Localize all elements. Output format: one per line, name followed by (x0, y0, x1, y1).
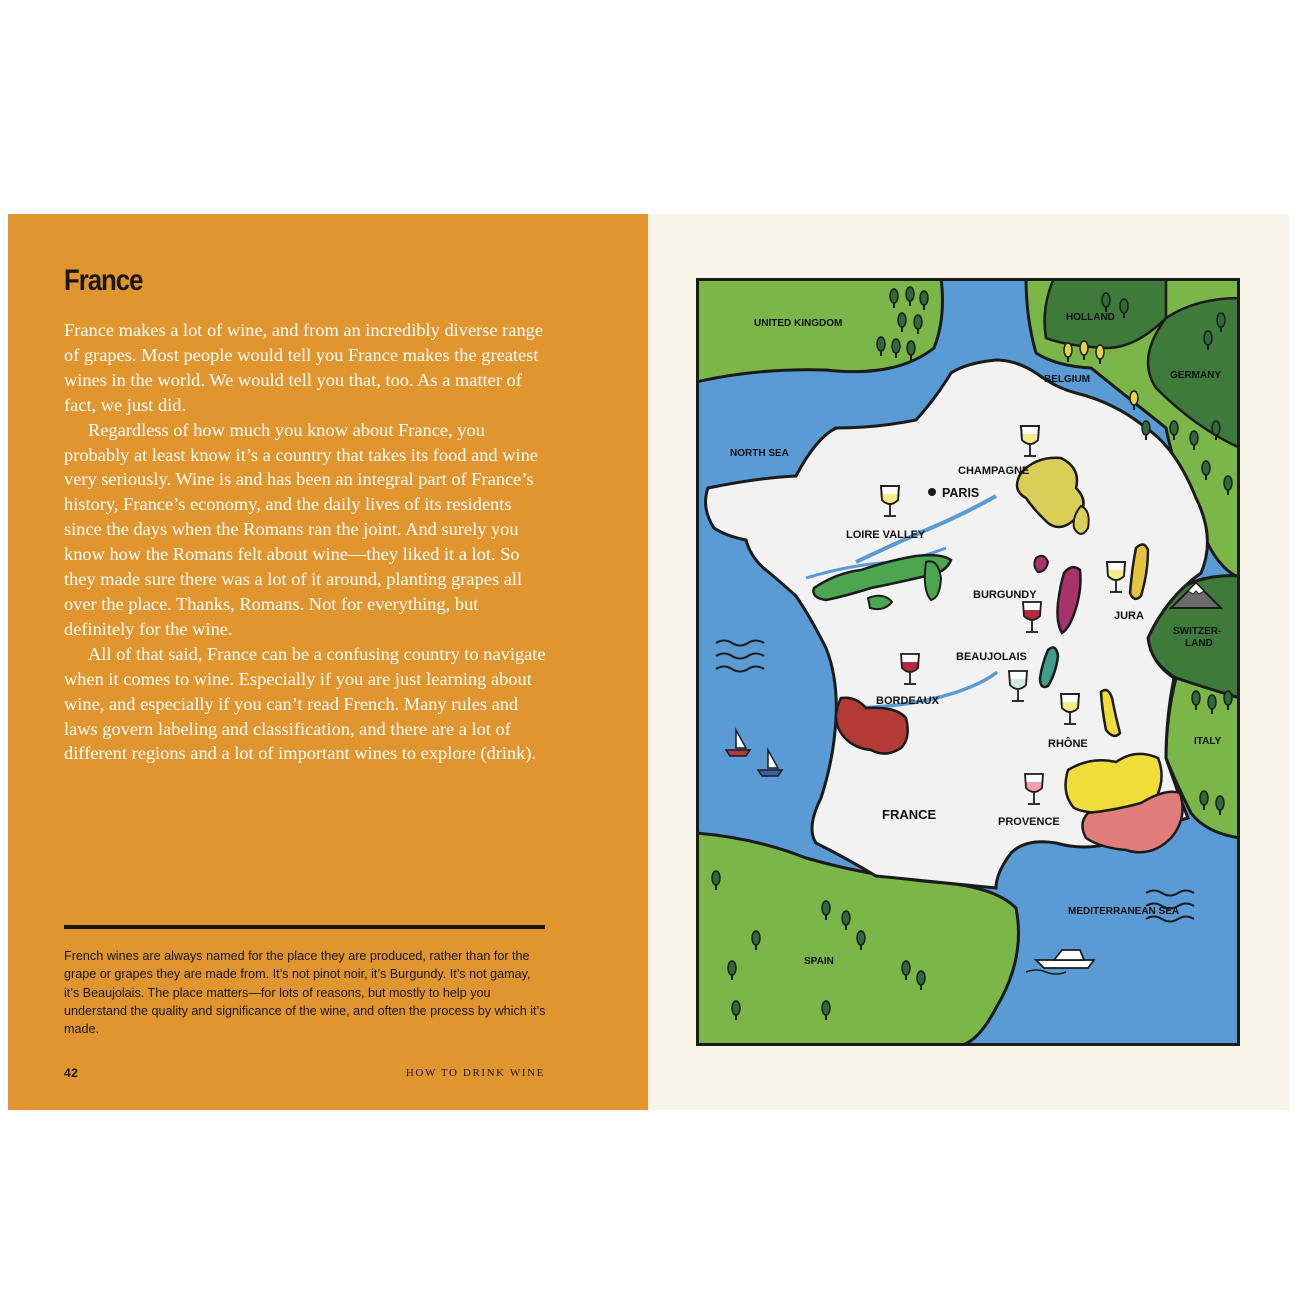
label-italy: ITALY (1194, 736, 1222, 747)
label-champagne: CHAMPAGNE (958, 465, 1030, 477)
book-spread (8, 214, 1289, 1110)
label-france: FRANCE (882, 807, 937, 822)
label-paris: PARIS (942, 486, 980, 500)
france-wine-map (696, 278, 1240, 1046)
paris-marker (928, 488, 936, 496)
label-united-kingdom: UNITED KINGDOM (754, 318, 843, 329)
left-page (8, 214, 648, 1110)
paragraph-3: All of that said, France can be a confusing country to navigate when it comes to wine. Especially if you are just learning about wine, and especially if you can’t read French. Many rules and laws govern labeling and classification, and there are a lot of different regions and a lot of important wines to explore (drink). (64, 643, 546, 764)
page-title: France (64, 264, 143, 297)
label-jura: JURA (1114, 610, 1144, 622)
sidebar-note: French wines are always named for the place they are produced, rather than for the grape or grapes they are made from. It’s not pinot noir, it’s Burgundy. It’s not gamay, it’s Beaujolais. The place matters—for lots of reasons, but mostly to help you understand the quality and significance of the wine, and often the process by which it’s made. (64, 949, 546, 1037)
body-text (64, 318, 550, 766)
label-loire-valley: LOIRE VALLEY (846, 529, 926, 541)
label-germany: GERMANY (1170, 370, 1222, 381)
label-bordeaux: BORDEAUX (876, 695, 939, 707)
label-rhone: RHÔNE (1048, 738, 1088, 750)
right-page (648, 214, 1289, 1110)
paragraph-2: Regardless of how much you know about France, you probably at least know it’s a country that takes its food and wine very seriously. Wine is and has been an integral part of France’s history, France’s economy, and the daily lives of its residents since the days when the Romans ran the joint. And surely you know how the Romans felt about wine—they liked it a lot. So they made sure there was a lot of it around, planting grapes all over the place. Thanks, Romans. Not for everything, but definitely for the wine. (64, 419, 538, 639)
label-spain: SPAIN (804, 956, 834, 967)
label-switzerland-1: SWITZER- (1173, 626, 1222, 637)
page-number: 42 (64, 1066, 79, 1080)
paragraph-1: France makes a lot of wine, and from an incredibly diverse range of grapes. Most people would tell you France makes the greatest wines in the world. We would tell you that, too. As a matter of fact, we just did. (64, 320, 544, 415)
label-holland: HOLLAND (1066, 312, 1115, 323)
label-beaujolais: BEAUJOLAIS (956, 651, 1027, 663)
label-mediterranean-sea: MEDITERRANEAN SEA (1068, 906, 1180, 917)
loire-region-3 (925, 561, 941, 600)
label-provence: PROVENCE (998, 816, 1060, 828)
divider-rule (64, 925, 545, 929)
label-belgium: BELGIUM (1044, 374, 1091, 385)
running-head: HOW TO DRINK WINE (405, 1067, 545, 1079)
label-switzerland-2: LAND (1185, 638, 1213, 649)
label-burgundy: BURGUNDY (973, 589, 1037, 601)
label-north-sea: NORTH SEA (730, 448, 789, 459)
